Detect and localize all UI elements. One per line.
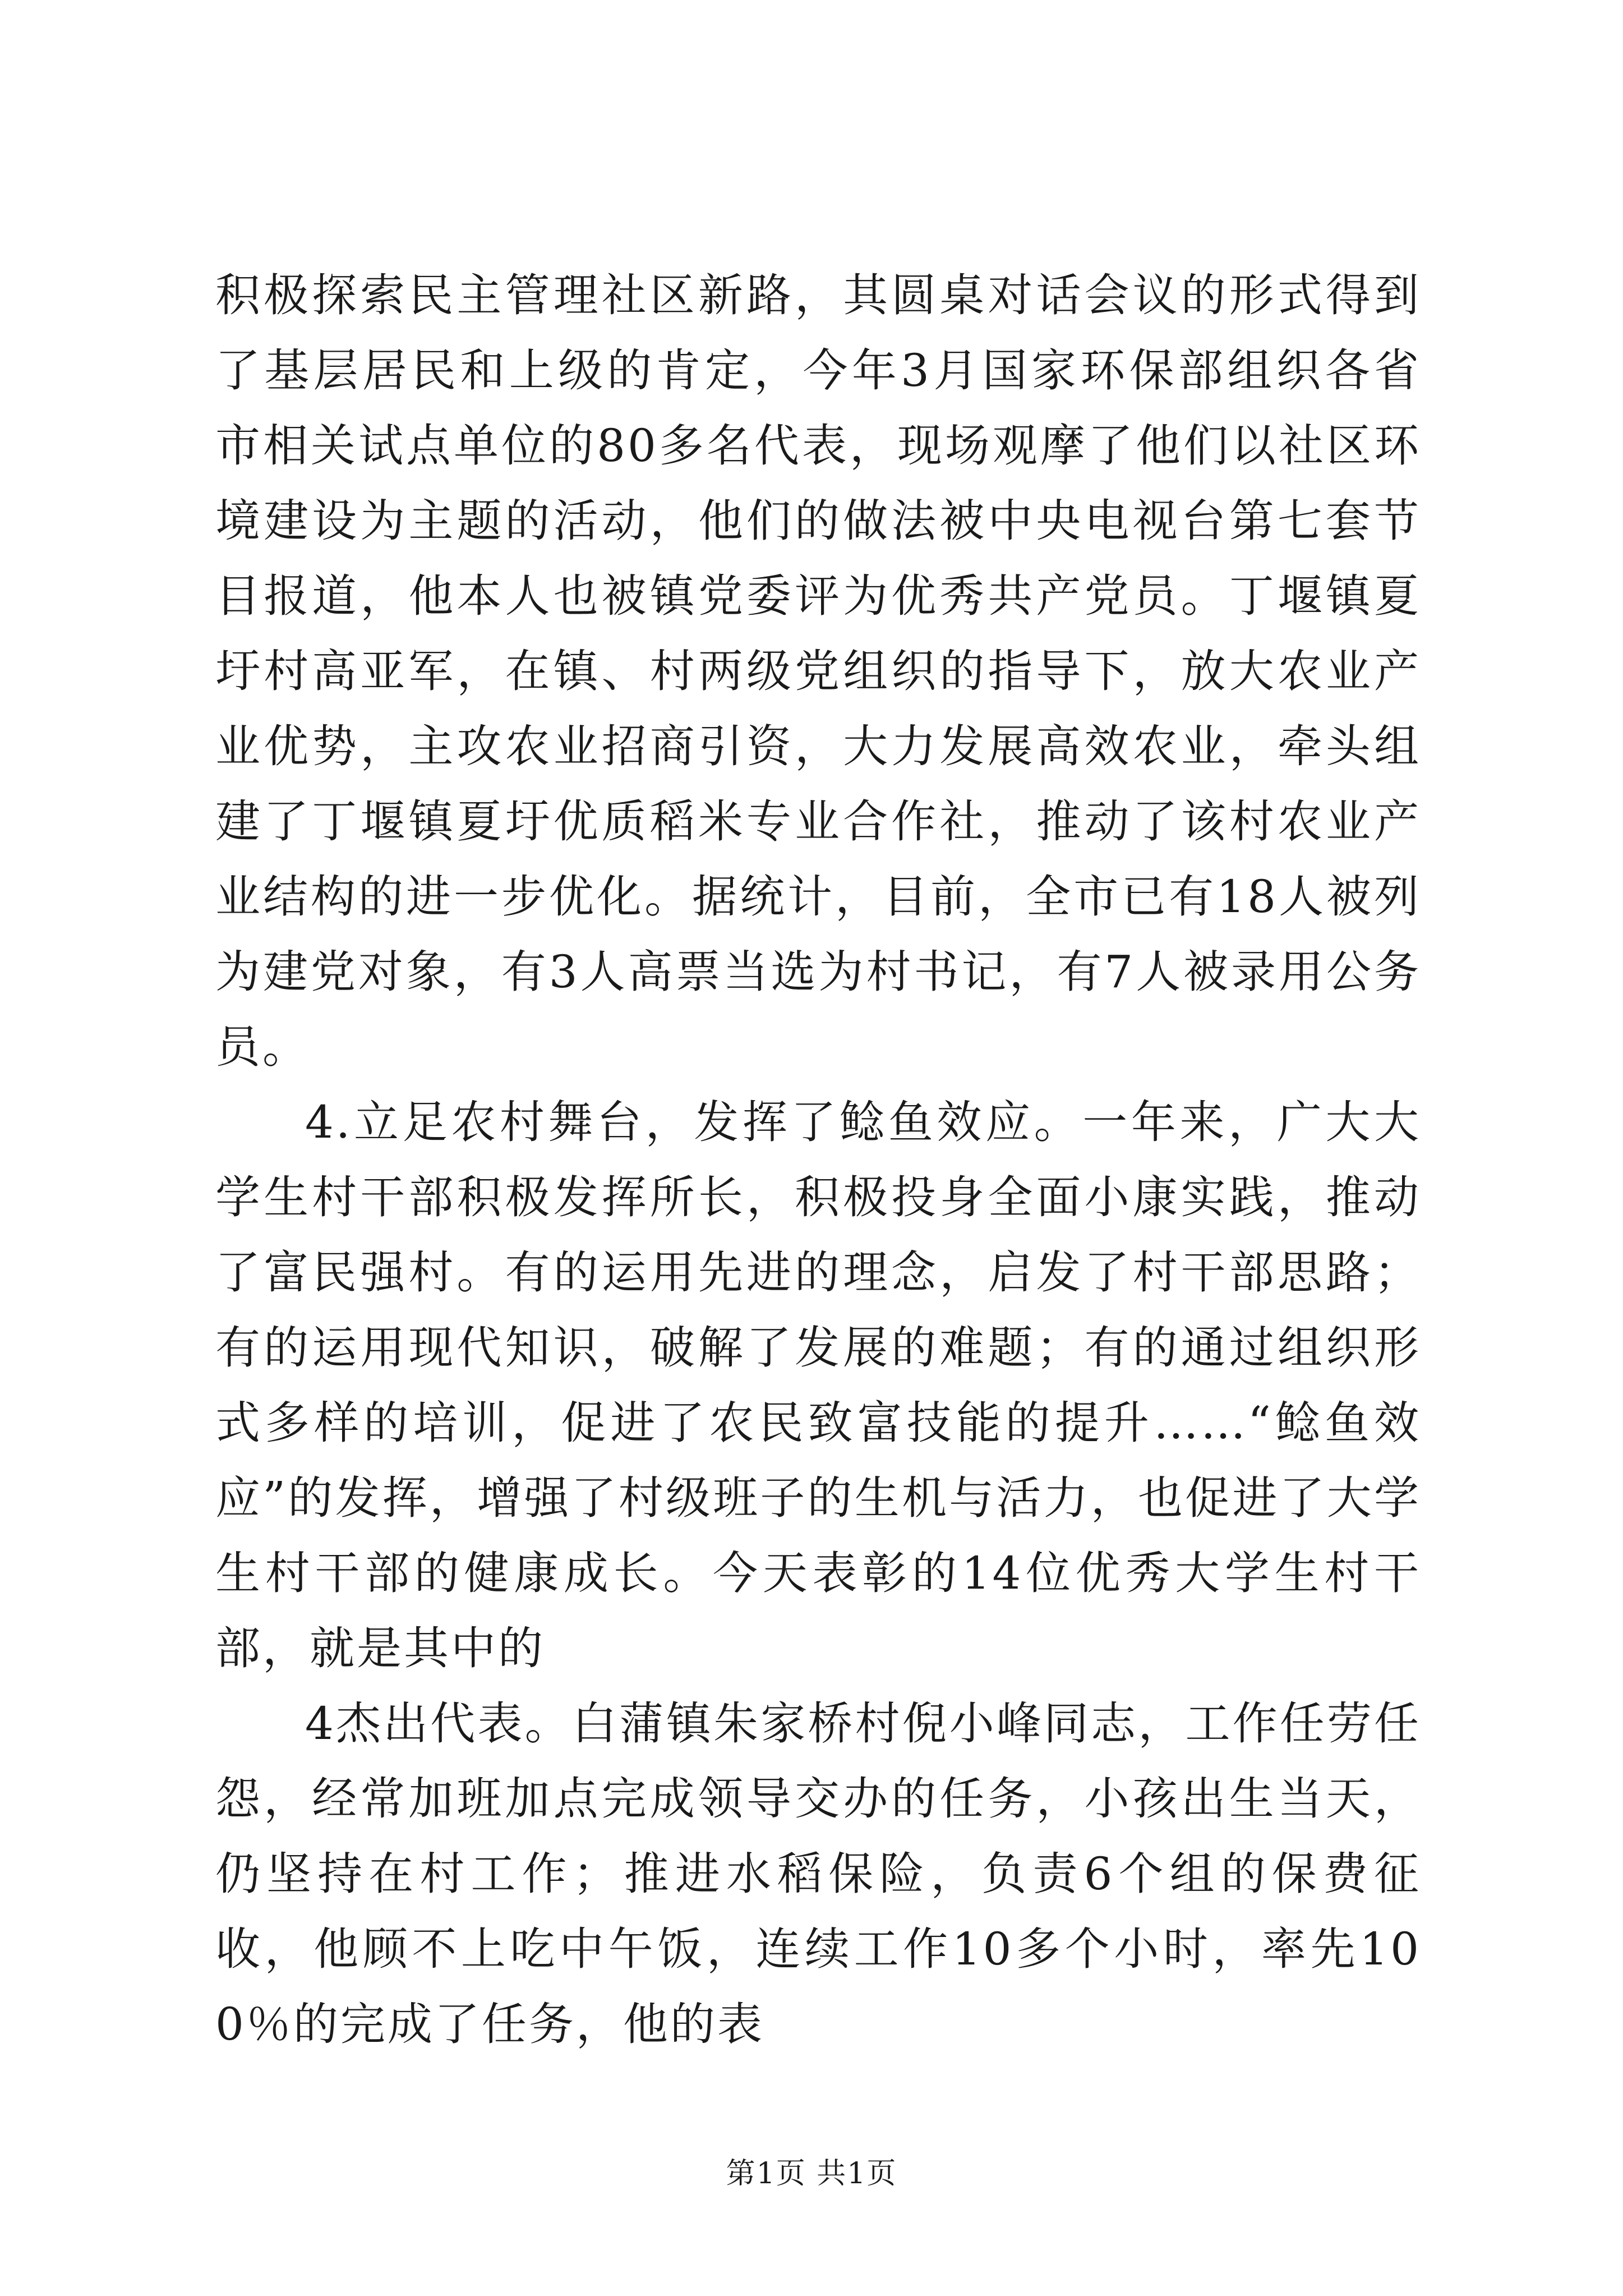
paragraph-1: 积极探索民主管理社区新路，其圆桌对话会议的形式得到了基层居民和上级的肯定，今年3月国家环保部组织各省市相关试点单位的80多名代表，现场观摩了他们以社区环境建设为主题的活动，他们的做法被中央电视台第七套节目报道，他本人也被镇党委评为优秀共产党员。丁堰镇夏圩村高亚军，在镇、村两级党组织的指导下，放大农业产业优势，主攻农业招商引资，大力发展高效农业，牵头组建了丁堰镇夏圩优质稻米专业合作社，推动了该村农业产业结构的进一步优化。据统计，目前，全市已有18人被列为建党对象，有3人高票当选为村书记，有7人被录用公务员。 — [215, 269, 1421, 1073]
paragraph-2: 4.立足农村舞台，发挥了鲶鱼效应。一年来，广大大学生村干部积极发挥所长，积极投身全面小康实践，推动了富民强村。有的运用先进的理念，启发了村干部思路；有的运用现代知识，破解了发展的难题；有的通过组织形式多样的培训，促进了农民致富技能的提升……“鲶鱼效应”的发挥，增强了村级班子的生机与活力，也促进了大学生村干部的健康成长。今天表彰的14位优秀大学生村干部，就是其中的 — [215, 1096, 1421, 1674]
page-footer: 第1页 共1页 — [726, 2157, 897, 2191]
document-body — [215, 258, 1421, 2062]
paragraph-3: 4杰出代表。白蒲镇朱家桥村倪小峰同志，工作任劳任怨，经常加班加点完成领导交办的任务，小孩出生当天，仍坚持在村工作；推进水稻保险，负责6个组的保费征收，他顾不上吃中午饭，连续工作10多个小时，率先100％的完成了任务，他的表 — [215, 1697, 1421, 2050]
